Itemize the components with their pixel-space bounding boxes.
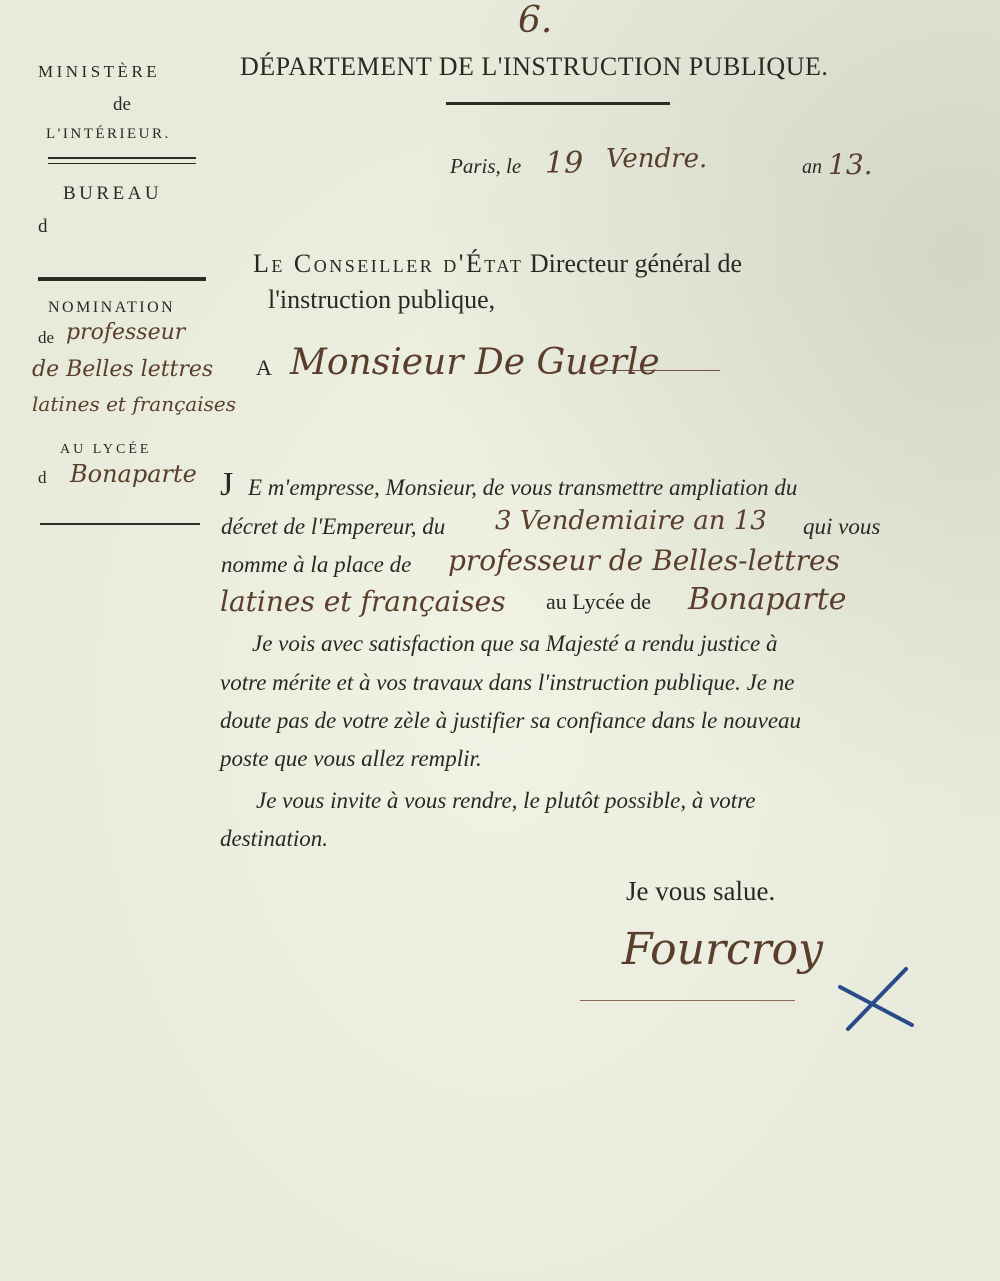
- body-p2-line-1: Je vois avec satisfaction que sa Majesté a rendu justice à: [252, 631, 778, 656]
- body-p1-place-hand: professeur de Belles-lettres: [448, 544, 840, 577]
- nomination-hand-1: professeur: [66, 320, 186, 345]
- date-month: Vendre.: [606, 144, 708, 174]
- interieur-label: L'INTÉRIEUR.: [46, 126, 171, 142]
- sidebar-rule-4: [40, 523, 200, 525]
- nomination-de: de: [38, 328, 55, 347]
- recipient-flourish: [600, 370, 720, 371]
- lycee-d: d: [38, 468, 47, 487]
- body-p2-line-4: poste que vous allez remplir.: [220, 746, 482, 771]
- body-p2-line-3: doute pas de votre zèle à justifier sa confiance dans le nouveau: [220, 708, 802, 733]
- body-p1-line-3a: nomme à la place de: [221, 552, 412, 577]
- date-year: 13.: [828, 148, 873, 181]
- body-p1-line-4a: au Lycée de: [546, 589, 652, 614]
- date-paris-le: Paris, le: [450, 154, 522, 178]
- sender-line-1: [253, 249, 742, 279]
- body-p3-line-2: destination.: [220, 826, 328, 851]
- body-p1-line-1: E m'empresse, Monsieur, de vous transmettre ampliation du: [248, 475, 798, 500]
- recipient-a: A: [256, 355, 272, 380]
- body-p2-line-2: votre mérite et à vos travaux dans l'instruction publique. Je ne: [220, 670, 795, 695]
- sender-line-2: l'instruction publique,: [268, 285, 496, 314]
- page-number: 6.: [518, 0, 553, 41]
- ministere-label: MINISTÈRE: [38, 62, 161, 81]
- signature-underline: [580, 1000, 795, 1001]
- sidebar-rule-2: [48, 163, 196, 164]
- bureau-d: d: [38, 216, 48, 237]
- body-p1-subject-hand: latines et françaises: [220, 585, 506, 618]
- date-day: 19: [545, 146, 584, 181]
- department-title: DÉPARTEMENT DE L'INSTRUCTION PUBLIQUE.: [240, 52, 829, 81]
- body-p3-line-1: Je vous invite à vous rendre, le plutôt possible, à votre: [256, 788, 756, 813]
- blue-cross-mark: [834, 965, 916, 1037]
- signature: Fourcroy: [622, 924, 824, 975]
- au-lycee-label: AU LYCÉE: [60, 442, 152, 457]
- dropcap: J: [220, 466, 234, 503]
- date-an: an: [802, 156, 822, 178]
- salutation: Je vous salue.: [626, 876, 776, 906]
- ministere-de: de: [113, 94, 131, 115]
- sidebar-rule-1: [48, 157, 196, 159]
- body-p1-line-2a: décret de l'Empereur, du: [221, 514, 446, 539]
- nomination-hand-2: de Belles lettres: [32, 357, 214, 382]
- sidebar-rule-3: [38, 277, 206, 281]
- header-rule: [446, 102, 670, 105]
- recipient-name: Monsieur De Guerle: [290, 342, 660, 383]
- lycee-hand: Bonaparte: [70, 460, 197, 488]
- sender-role: Directeur général de: [523, 249, 743, 278]
- body-p1-date-hand: 3 Vendemiaire an 13: [495, 506, 767, 536]
- body-p1-lycee-hand: Bonaparte: [688, 582, 847, 617]
- sender-title: Le Conseiller d'État: [253, 249, 524, 278]
- body-p1-line-2b: qui vous: [803, 514, 881, 539]
- nomination-label: NOMINATION: [48, 299, 176, 316]
- bureau-label: BUREAU: [63, 183, 163, 204]
- nomination-hand-3: latines et françaises: [32, 392, 236, 416]
